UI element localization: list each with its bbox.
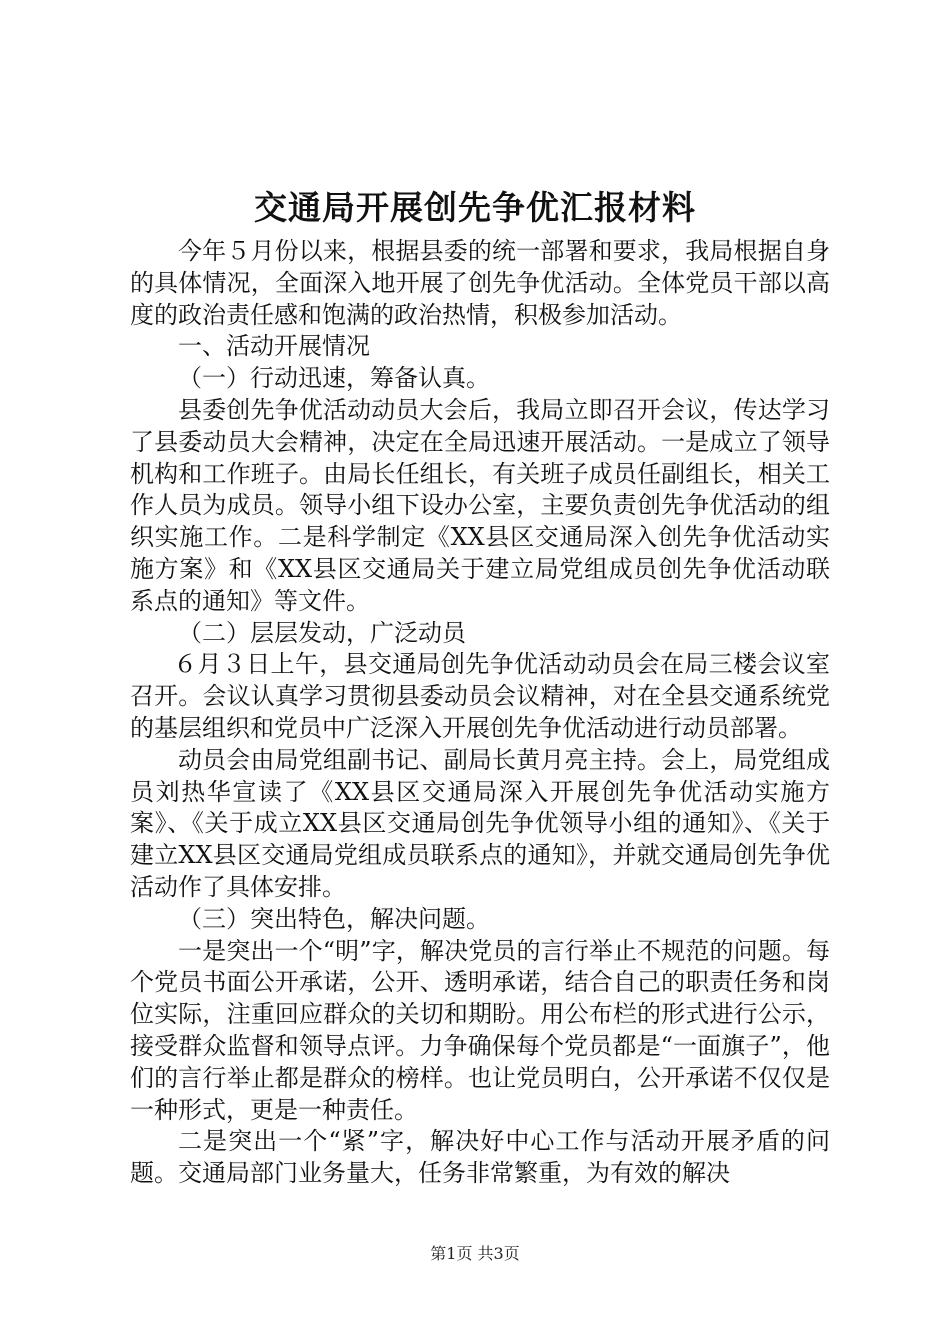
- paragraph-body: 一是突出一个“明”字，解决党员的言行举止不规范的问题。每个党员书面公开承诺，公开、透明承诺，结合自己的职责任务和岗位实际，注重回应群众的关切和期盼。用公布栏的形式进行公示，接受群众监督和领导点评。力争确保每个党员都是“一面旗子”，他们的言行举止都是群众的榜样。也让党员明白，公开承诺不仅仅是一种形式，更是一种责任。: [130, 936, 830, 1124]
- page-number-footer: 第1页 共3页: [430, 1244, 520, 1263]
- section-heading-1: 一、活动开展情况: [178, 332, 370, 361]
- subsection-heading-1: （一）行动迅速，筹备认真。: [178, 364, 490, 393]
- document-body: [130, 236, 830, 1190]
- paragraph-intro: 今年５月份以来，根据县委的统一部署和要求，我局根据自身的具体情况，全面深入地开展了创先争优活动。全体党员干部以高度的政治责任感和饱满的政治热情，积极参加活动。: [130, 237, 830, 329]
- paragraph-body: 二是突出一个“紧”字，解决好中心工作与活动开展矛盾的问题。交通局部门业务量大，任务非常繁重，为有效的解决: [130, 1127, 830, 1188]
- paragraph-body: 动员会由局党组副书记、副局长黄月亮主持。会上，局党组成员刘热华宣读了《XX县区交通局深入开展创先争优活动实施方案》、《关于成立XX县区交通局创先争优领导小组的通知》、《关于建立XX县区交通局党组成员联系点的通知》，并就交通局创先争优活动作了具体安排。: [130, 745, 830, 901]
- subsection-heading-2: （二）层层发动，广泛动员: [178, 618, 466, 647]
- paragraph-body: 县委创先争优活动动员大会后，我局立即召开会议，传达学习了县委动员大会精神，决定在全局迅速开展活动。一是成立了领导机构和工作班子。由局长任组长，有关班子成员任副组长，相关工作人员为成员。领导小组下设办公室，主要负责创先争优活动的组织实施工作。二是科学制定《XX县区交通局深入创先争优活动实施方案》和《XX县区交通局关于建立局党组成员创先争优活动联系点的通知》等文件。: [130, 395, 830, 615]
- subsection-heading-3: （三）突出特色，解决问题。: [178, 904, 490, 933]
- paragraph-body: ６月３日上午，县交通局创先争优活动动员会在局三楼会议室召开。会议认真学习贯彻县委动员会议精神，对在全县交通系统党的基层组织和党员中广泛深入开展创先争优活动进行动员部署。: [130, 650, 830, 742]
- document-title: 交通局开展创先争优汇报材料: [254, 188, 696, 227]
